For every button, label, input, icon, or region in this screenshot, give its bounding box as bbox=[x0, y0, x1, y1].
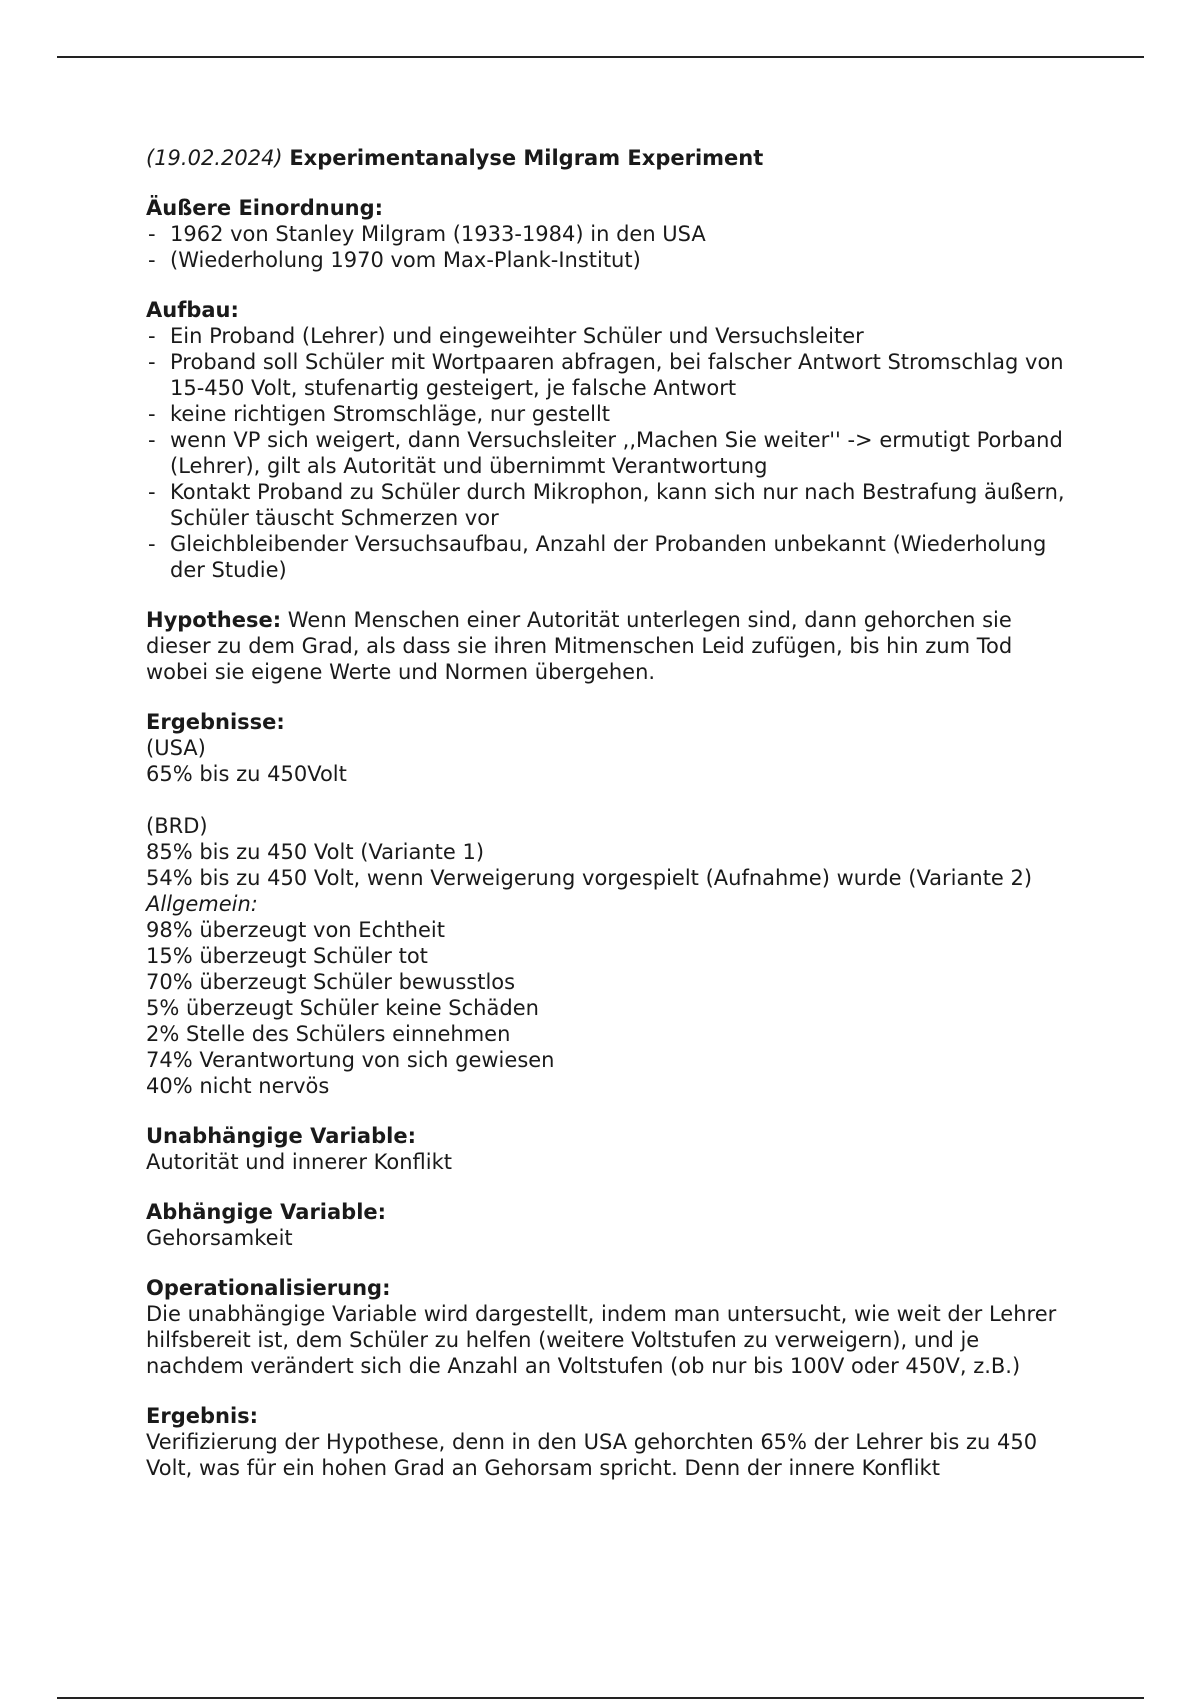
section-einordnung bbox=[146, 195, 1076, 273]
heading-ergebnis: Ergebnis: bbox=[146, 1404, 259, 1428]
heading-aufbau: Aufbau: bbox=[146, 298, 239, 322]
heading-einordnung: Äußere Einordnung: bbox=[146, 196, 384, 220]
section-operationalisierung bbox=[146, 1275, 1076, 1379]
top-rule bbox=[57, 56, 1144, 58]
section-hypothese bbox=[146, 607, 1076, 685]
heading-hypothese: Hypothese: bbox=[146, 608, 282, 632]
heading-operationalisierung: Operationalisierung: bbox=[146, 1276, 391, 1300]
allgemein-result: 40% nicht nervös bbox=[146, 1074, 330, 1098]
section-aufbau bbox=[146, 297, 1076, 583]
unabhaengige-variable-text: Autorität und innerer Konflikt bbox=[146, 1150, 452, 1174]
bottom-rule bbox=[57, 1697, 1144, 1699]
brd-result: 54% bis zu 450 Volt, wenn Verweigerung vorgespielt (Aufnahme) wurde (Variante 2) bbox=[146, 866, 1033, 890]
allgemein-label: Allgemein: bbox=[146, 892, 258, 916]
operationalisierung-text: Die unabhängige Variable wird dargestellt, indem man untersucht, wie weit der Lehrer hilfsbereit ist, dem Schüler zu helfen (weitere Voltstufen zu verweigern), und je nachdem verändert sich die Anzahl an Voltstufen (ob nur bis 100V oder 450V, z.B.) bbox=[146, 1302, 1057, 1378]
list-item: - (Wiederholung 1970 vom Max-Plank-Institut) bbox=[146, 247, 1076, 273]
list-item: - wenn VP sich weigert, dann Versuchsleiter ,,Machen Sie weiter'' -> ermutigt Porband (Lehrer), gilt als Autorität und übernimmt Verantwortung bbox=[146, 427, 1076, 479]
section-ergebnisse bbox=[146, 709, 1076, 1099]
list-item: - Proband soll Schüler mit Wortpaaren abfragen, bei falscher Antwort Stromschlag von 15-450 Volt, stufenartig gesteigert, je falsche Antwort bbox=[146, 349, 1076, 401]
hypothese-text: Wenn Menschen einer Autorität unterlegen sind, dann gehorchen sie dieser zu dem Grad, als dass sie ihren Mitmenschen Leid zufügen, bis hin zum Tod wobei sie eigene Werte und Normen übergehen. bbox=[146, 608, 1013, 684]
allgemein-result: 74% Verantwortung von sich gewiesen bbox=[146, 1048, 555, 1072]
ergebnis-text: Verifizierung der Hypothese, denn in den USA gehorchten 65% der Lehrer bis zu 450 Volt, was für ein hohen Grad an Gehorsam spricht. Denn der innere Konflikt bbox=[146, 1430, 1038, 1480]
usa-label: (USA) bbox=[146, 736, 206, 760]
title-date: (19.02.2024) bbox=[146, 146, 283, 170]
list-item: - keine richtigen Stromschläge, nur gestellt bbox=[146, 401, 1076, 427]
section-unabhaengige-variable bbox=[146, 1123, 1076, 1175]
document-title bbox=[146, 145, 1076, 171]
aufbau-list bbox=[146, 323, 1076, 583]
heading-abhaengige-variable: Abhängige Variable: bbox=[146, 1200, 387, 1224]
brd-label: (BRD) bbox=[146, 814, 208, 838]
einordnung-list bbox=[146, 221, 1076, 273]
spacer bbox=[146, 787, 1076, 813]
allgemein-result: 98% überzeugt von Echtheit bbox=[146, 918, 445, 942]
section-abhaengige-variable bbox=[146, 1199, 1076, 1251]
heading-unabhaengige-variable: Unabhängige Variable: bbox=[146, 1124, 416, 1148]
list-item: - Ein Proband (Lehrer) und eingeweihter Schüler und Versuchsleiter bbox=[146, 323, 1076, 349]
allgemein-result: 5% überzeugt Schüler keine Schäden bbox=[146, 996, 539, 1020]
list-item: - Kontakt Proband zu Schüler durch Mikrophon, kann sich nur nach Bestrafung äußern, Schüler täuscht Schmerzen vor bbox=[146, 479, 1076, 531]
heading-ergebnisse: Ergebnisse: bbox=[146, 710, 285, 734]
allgemein-result: 15% überzeugt Schüler tot bbox=[146, 944, 428, 968]
brd-result: 85% bis zu 450 Volt (Variante 1) bbox=[146, 840, 485, 864]
allgemein-result: 2% Stelle des Schülers einnehmen bbox=[146, 1022, 511, 1046]
allgemein-result: 70% überzeugt Schüler bewusstlos bbox=[146, 970, 516, 994]
list-item: - Gleichbleibender Versuchsaufbau, Anzahl der Probanden unbekannt (Wiederholung der Studie) bbox=[146, 531, 1076, 583]
section-ergebnis bbox=[146, 1403, 1076, 1481]
usa-result: 65% bis zu 450Volt bbox=[146, 762, 347, 786]
abhaengige-variable-text: Gehorsamkeit bbox=[146, 1226, 293, 1250]
document-body bbox=[146, 145, 1076, 1505]
title-text: Experimentanalyse Milgram Experiment bbox=[289, 146, 764, 170]
list-item: - 1962 von Stanley Milgram (1933-1984) in den USA bbox=[146, 221, 1076, 247]
